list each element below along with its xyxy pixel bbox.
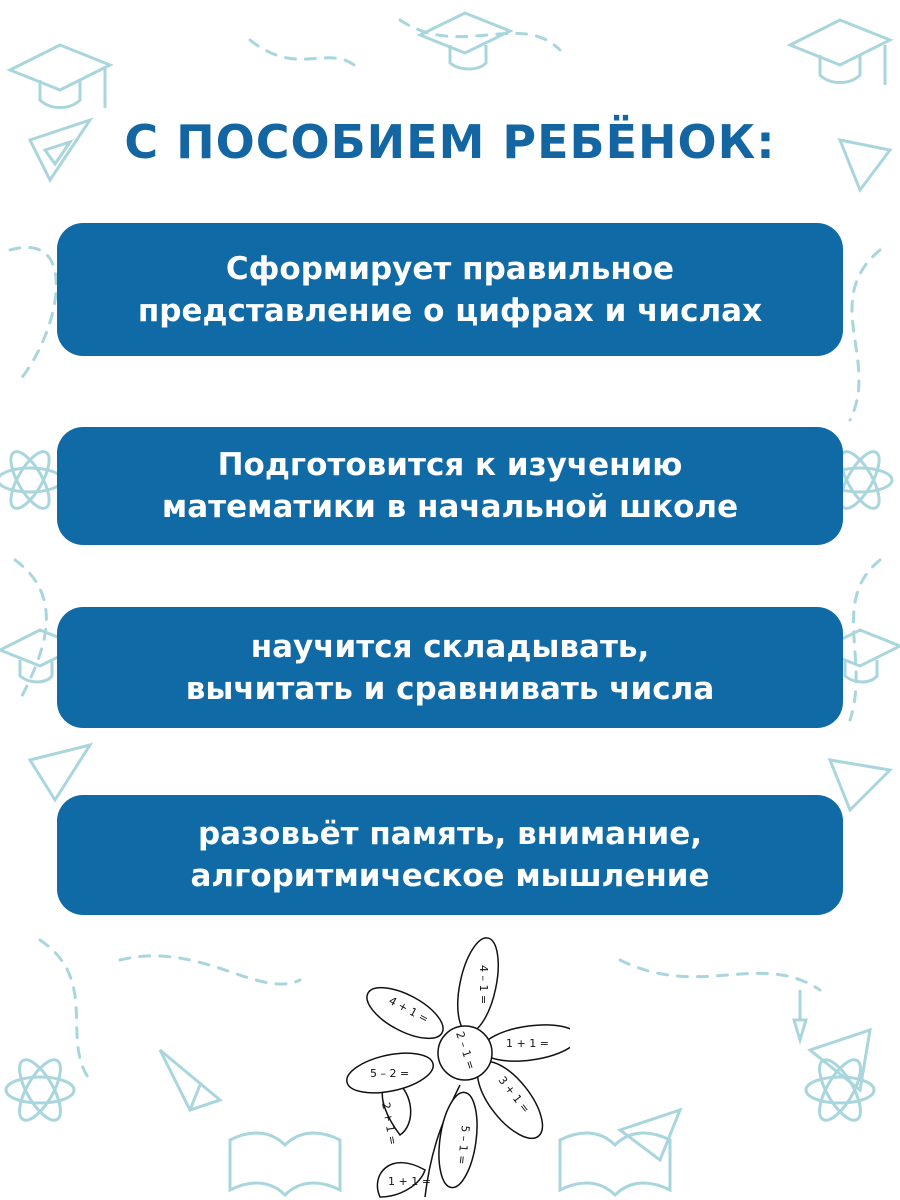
benefit-card-thinking xyxy=(57,795,843,915)
math-flower-illustration xyxy=(330,935,570,1200)
flower-petal-text: 5 – 1 = xyxy=(454,1124,472,1166)
tassel-icon xyxy=(794,990,806,1040)
benefit-card-numbers xyxy=(57,223,843,356)
book-icon xyxy=(560,1133,670,1195)
flower-leaf-text: 1 + 1 = xyxy=(388,1175,431,1188)
page-title: С ПОСОБИЕМ РЕБЁНОК: xyxy=(124,115,776,169)
atom-icon xyxy=(6,1054,74,1126)
flower-petal-text: 5 – 2 = xyxy=(370,1067,410,1080)
benefit-card-arithmetic xyxy=(57,607,843,728)
benefit-card-math xyxy=(57,427,843,545)
triangle-ruler-icon xyxy=(830,760,890,810)
benefit-line: вычитать и сравнивать числа xyxy=(185,670,715,707)
triangle-ruler-icon xyxy=(30,745,90,800)
paper-plane-icon xyxy=(160,1050,220,1110)
flower-petal-text: 3 + 1 = xyxy=(495,1073,533,1116)
flower-leaf-text: 2 + 1 = xyxy=(379,1101,400,1146)
flower-petal-text: 4 + 1 = xyxy=(386,994,431,1026)
benefit-line: разовьёт память, внимание, xyxy=(197,816,703,852)
atom-icon xyxy=(0,446,62,513)
flower-center-text: 2 – 1 = xyxy=(453,1029,478,1072)
book-icon xyxy=(230,1133,340,1195)
benefit-line: математики в начальной школе xyxy=(161,489,739,525)
flower-petal-text: 1 + 1 = xyxy=(506,1037,549,1050)
graduation-cap-icon xyxy=(420,13,510,69)
graduation-cap-icon xyxy=(10,45,110,108)
flower-petal-text: 4 – 1 = xyxy=(477,965,490,1005)
benefit-line: Сформирует правильное xyxy=(225,250,675,287)
benefit-line: алгоритмическое мышление xyxy=(190,858,710,894)
graduation-cap-icon xyxy=(790,20,890,85)
benefit-line: научится складывать, xyxy=(250,628,650,665)
benefit-line: Подготовится к изучению xyxy=(217,447,683,483)
benefit-line: представление о цифрах и числах xyxy=(137,292,763,329)
